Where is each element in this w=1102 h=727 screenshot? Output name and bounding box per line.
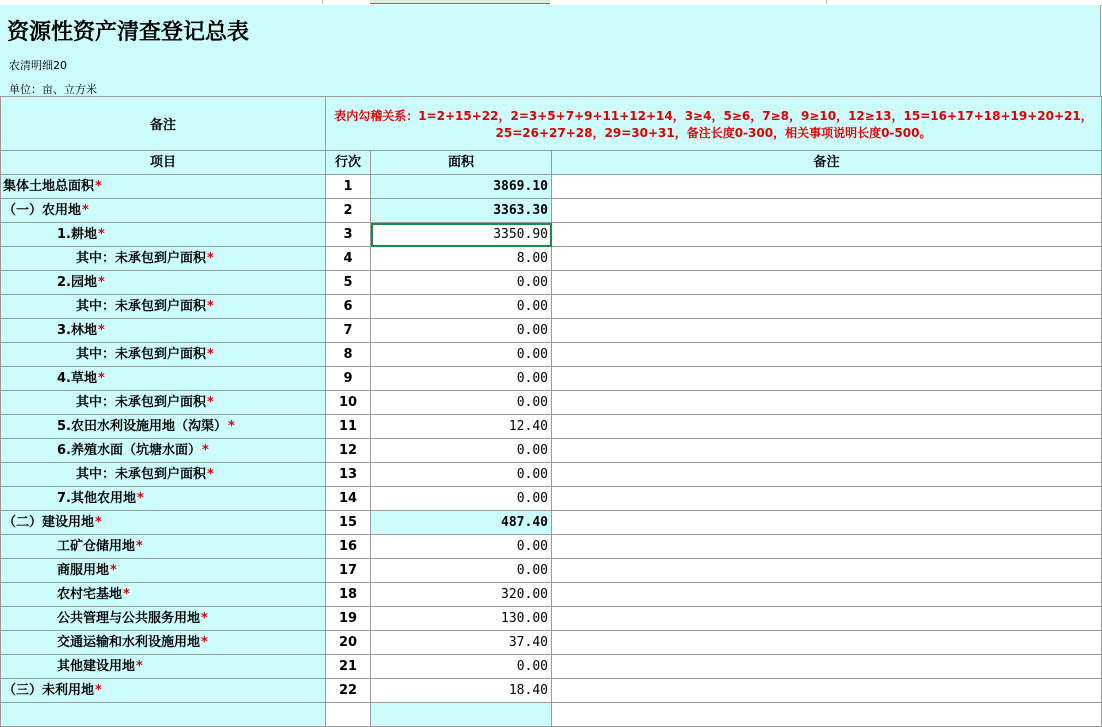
row-item-label: 其中：未承包到户面积 [76, 395, 207, 410]
area-cell[interactable]: 0.00 [371, 295, 552, 319]
remark-cell[interactable] [552, 271, 1102, 295]
row-item-label: 其中：未承包到户面积 [76, 299, 207, 314]
remark-cell[interactable] [552, 559, 1102, 583]
column-header-remark[interactable]: 备注 [552, 151, 1102, 175]
row-item-label: 1.耕地 [57, 227, 97, 242]
area-cell[interactable]: 0.00 [371, 559, 552, 583]
area-cell[interactable]: 0.00 [371, 367, 552, 391]
area-cell[interactable]: 487.40 [371, 511, 552, 535]
row-number-cell[interactable]: 6 [326, 295, 371, 319]
row-item-label: 6.养殖水面（坑塘水面） [57, 443, 201, 458]
table-row [1, 463, 1102, 487]
remark-rules[interactable]: 表内勾稽关系：1=2+15+22，2=3+5+7+9+11+12+14，3≥4，5≥6，7≥8，9≥10，12≥13，15=16+17+18+19+20+21，25=26+27+28，29=30+31，备注长度0-300，相关事项说明长度0-500。 [326, 97, 1102, 151]
remark-row [1, 97, 1102, 151]
required-asterisk-icon: * [95, 179, 102, 194]
table-row [1, 247, 1102, 271]
remark-cell[interactable] [552, 583, 1102, 607]
remark-cell[interactable] [552, 391, 1102, 415]
row-number-cell[interactable]: 13 [326, 463, 371, 487]
area-cell[interactable]: 0.00 [371, 391, 552, 415]
required-asterisk-icon: * [97, 275, 105, 290]
row-item-label: 7.其他农用地 [57, 491, 136, 506]
remark-cell[interactable] [552, 367, 1102, 391]
area-cell[interactable]: 8.00 [371, 247, 552, 271]
page-title: 资源性资产清查登记总表 [7, 19, 250, 45]
table-row [1, 199, 1102, 223]
required-asterisk-icon: * [136, 491, 144, 506]
table-row [1, 583, 1102, 607]
remark-cell[interactable] [552, 439, 1102, 463]
row-number-cell[interactable]: 20 [326, 631, 371, 655]
required-asterisk-icon: * [207, 299, 214, 314]
row-item-label: 5.农田水利设施用地（沟渠） [57, 419, 227, 434]
remark-cell[interactable] [552, 175, 1102, 199]
remark-cell[interactable] [552, 199, 1102, 223]
row-number-cell[interactable]: 8 [326, 343, 371, 367]
table-row [1, 487, 1102, 511]
row-item-cell[interactable] [1, 607, 326, 631]
area-cell[interactable]: 0.00 [371, 463, 552, 487]
partial-cell[interactable] [371, 703, 552, 727]
area-cell[interactable]: 12.40 [371, 415, 552, 439]
table-row [1, 631, 1102, 655]
table-row [1, 655, 1102, 679]
area-cell[interactable]: 3350.90 [371, 223, 552, 247]
row-item-cell[interactable] [1, 487, 326, 511]
remark-cell[interactable] [552, 295, 1102, 319]
row-item-label: 其中：未承包到户面积 [76, 251, 207, 266]
required-asterisk-icon: * [123, 587, 130, 602]
table-row [1, 415, 1102, 439]
row-item-cell[interactable] [1, 655, 326, 679]
remark-label[interactable]: 备注 [1, 97, 326, 151]
area-cell[interactable]: 0.00 [371, 271, 552, 295]
row-number-cell[interactable]: 2 [326, 199, 371, 223]
row-number-cell[interactable]: 12 [326, 439, 371, 463]
row-item-cell[interactable] [1, 679, 326, 703]
row-item-cell[interactable] [1, 583, 326, 607]
required-asterisk-icon: * [95, 683, 102, 698]
column-header-row [1, 151, 1102, 175]
row-number-cell[interactable]: 16 [326, 535, 371, 559]
row-number-cell[interactable]: 3 [326, 223, 371, 247]
sheet-header [0, 5, 1101, 96]
required-asterisk-icon: * [97, 227, 105, 242]
table-row [1, 439, 1102, 463]
row-item-cell[interactable] [1, 199, 326, 223]
row-number-cell[interactable]: 11 [326, 415, 371, 439]
area-cell[interactable]: 0.00 [371, 535, 552, 559]
table-row [1, 607, 1102, 631]
remark-cell[interactable] [552, 319, 1102, 343]
row-item-label: （三）未利用地 [3, 683, 95, 698]
remark-cell[interactable] [552, 679, 1102, 703]
form-code: 农清明细20 [9, 59, 67, 72]
table-row [1, 271, 1102, 295]
required-asterisk-icon: * [207, 347, 214, 362]
column-header-row-no[interactable]: 行次 [326, 151, 371, 175]
row-item-label: 其中：未承包到户面积 [76, 467, 207, 482]
row-item-cell[interactable] [1, 295, 326, 319]
row-number-cell[interactable]: 5 [326, 271, 371, 295]
row-number-cell[interactable]: 21 [326, 655, 371, 679]
area-cell[interactable]: 18.40 [371, 679, 552, 703]
table-row [1, 223, 1102, 247]
row-item-cell[interactable] [1, 535, 326, 559]
row-item-cell[interactable] [1, 511, 326, 535]
table-row [1, 175, 1102, 199]
row-item-cell[interactable] [1, 415, 326, 439]
table-row [1, 703, 1102, 727]
row-item-label: 农村宅基地 [57, 587, 123, 602]
required-asterisk-icon: * [201, 611, 208, 626]
row-item-cell[interactable] [1, 175, 326, 199]
row-item-cell[interactable] [1, 271, 326, 295]
area-cell[interactable]: 0.00 [371, 343, 552, 367]
row-item-label: 其他建设用地 [57, 659, 136, 674]
area-cell[interactable]: 3363.30 [371, 199, 552, 223]
row-item-label: 其中：未承包到户面积 [76, 347, 207, 362]
required-asterisk-icon: * [207, 467, 214, 482]
row-item-cell[interactable] [1, 343, 326, 367]
row-item-cell[interactable] [1, 223, 326, 247]
area-cell[interactable]: 0.00 [371, 319, 552, 343]
remark-cell[interactable] [552, 343, 1102, 367]
row-item-label: 公共管理与公共服务用地 [57, 611, 201, 626]
remark-cell[interactable] [552, 415, 1102, 439]
row-item-cell[interactable] [1, 391, 326, 415]
required-asterisk-icon: * [82, 203, 89, 218]
remark-cell[interactable] [552, 655, 1102, 679]
row-number-cell[interactable]: 4 [326, 247, 371, 271]
remark-cell[interactable] [552, 631, 1102, 655]
required-asterisk-icon: * [207, 395, 214, 410]
required-asterisk-icon: * [136, 539, 143, 554]
required-asterisk-icon: * [227, 419, 235, 434]
table-row [1, 319, 1102, 343]
row-number-cell[interactable]: 18 [326, 583, 371, 607]
area-cell[interactable]: 130.00 [371, 607, 552, 631]
row-number-cell[interactable]: 10 [326, 391, 371, 415]
area-cell[interactable]: 320.00 [371, 583, 552, 607]
column-header-item[interactable]: 项目 [1, 151, 326, 175]
row-item-cell[interactable] [1, 463, 326, 487]
remark-cell[interactable] [552, 487, 1102, 511]
area-cell[interactable]: 0.00 [371, 439, 552, 463]
partial-cell[interactable] [326, 703, 371, 727]
table-row [1, 343, 1102, 367]
row-item-cell[interactable] [1, 439, 326, 463]
row-item-label: 工矿仓储用地 [57, 539, 136, 554]
row-item-label: 4.草地 [57, 371, 97, 386]
area-cell[interactable]: 0.00 [371, 487, 552, 511]
row-item-label: 集体土地总面积 [3, 179, 95, 194]
table-row [1, 391, 1102, 415]
required-asterisk-icon: * [207, 251, 214, 266]
table-row [1, 511, 1102, 535]
remark-cell[interactable] [552, 511, 1102, 535]
table-row [1, 679, 1102, 703]
row-number-cell[interactable]: 9 [326, 367, 371, 391]
row-item-label: （一）农用地 [3, 203, 82, 218]
row-number-cell[interactable]: 7 [326, 319, 371, 343]
remark-cell[interactable] [552, 463, 1102, 487]
area-cell[interactable]: 0.00 [371, 655, 552, 679]
required-asterisk-icon: * [97, 323, 105, 338]
partial-cell[interactable] [552, 703, 1102, 727]
column-divider [826, 0, 827, 4]
column-divider [322, 0, 323, 4]
remark-cell[interactable] [552, 247, 1102, 271]
required-asterisk-icon: * [95, 515, 102, 530]
column-header-area[interactable]: 面积 [371, 151, 552, 175]
row-number-cell[interactable]: 14 [326, 487, 371, 511]
table-row [1, 295, 1102, 319]
table-row [1, 535, 1102, 559]
required-asterisk-icon: * [136, 659, 143, 674]
row-item-cell[interactable] [1, 247, 326, 271]
table-row [1, 559, 1102, 583]
row-number-cell[interactable]: 15 [326, 511, 371, 535]
row-item-label: （二）建设用地 [3, 515, 95, 530]
required-asterisk-icon: * [97, 371, 105, 386]
remark-cell[interactable] [552, 223, 1102, 247]
remark-cell[interactable] [552, 607, 1102, 631]
required-asterisk-icon: * [110, 563, 117, 578]
selected-column-indicator [370, 0, 550, 4]
row-item-label: 2.园地 [57, 275, 97, 290]
unit-label: 单位：亩、立方米 [9, 83, 97, 96]
asset-table [0, 96, 1102, 727]
area-cell[interactable]: 3869.10 [371, 175, 552, 199]
row-item-label: 交通运输和水利设施用地 [57, 635, 201, 650]
row-item-cell[interactable] [1, 559, 326, 583]
row-item-label: 3.林地 [57, 323, 97, 338]
row-item-cell[interactable] [1, 367, 326, 391]
row-item-cell[interactable] [1, 631, 326, 655]
row-item-cell[interactable] [1, 319, 326, 343]
table-row [1, 367, 1102, 391]
partial-cell[interactable] [1, 703, 326, 727]
row-number-cell[interactable]: 19 [326, 607, 371, 631]
required-asterisk-icon: * [201, 443, 209, 458]
row-number-cell[interactable]: 22 [326, 679, 371, 703]
row-item-label: 商服用地 [57, 563, 110, 578]
required-asterisk-icon: * [201, 635, 208, 650]
row-number-cell[interactable]: 1 [326, 175, 371, 199]
row-number-cell[interactable]: 17 [326, 559, 371, 583]
remark-cell[interactable] [552, 535, 1102, 559]
area-cell[interactable]: 37.40 [371, 631, 552, 655]
